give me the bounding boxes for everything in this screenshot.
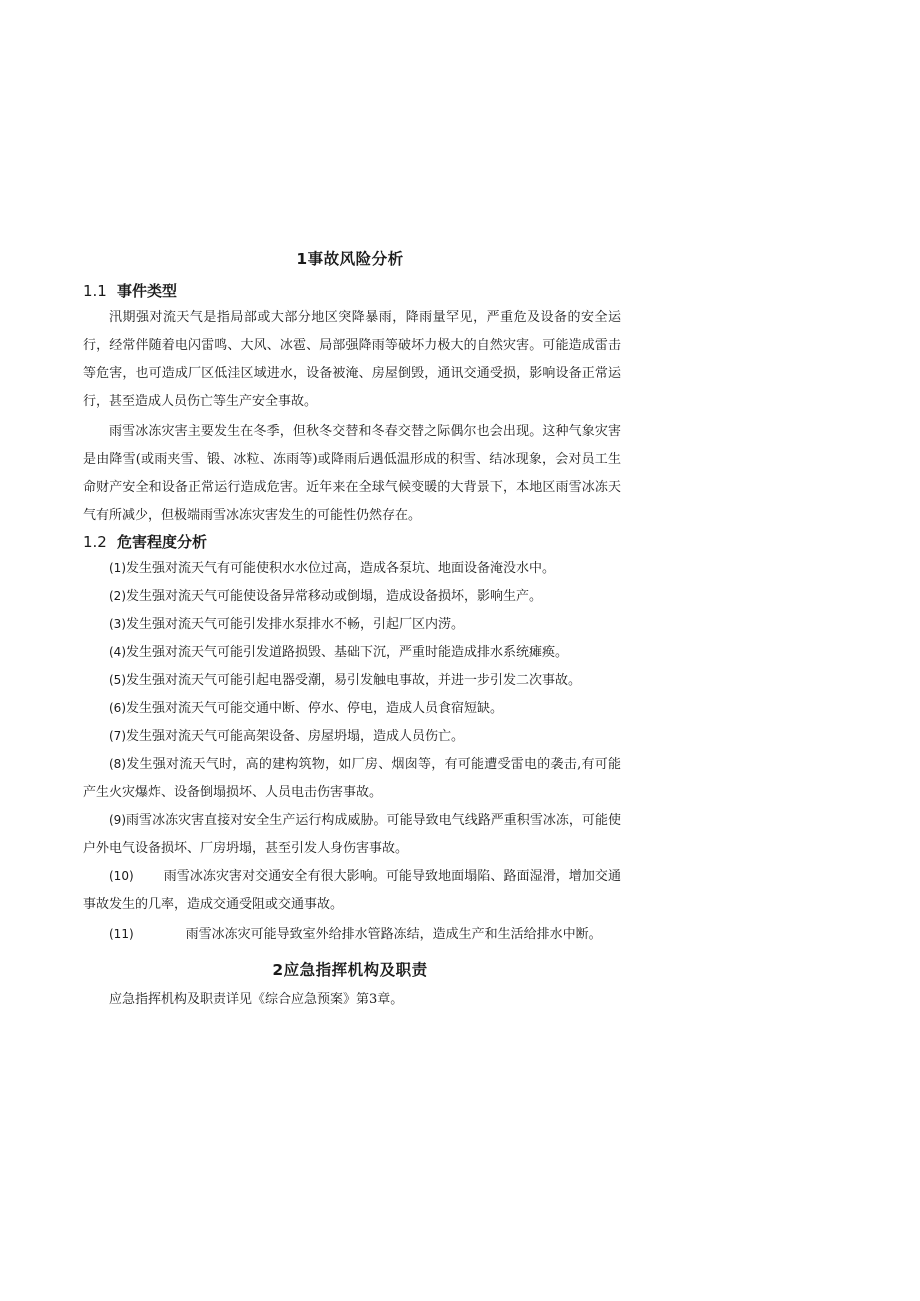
hazard-item-5 [83,666,621,695]
hazard-item-7-text: 发生强对流天气可能高架设备、房屋坍塌，造成人员伤亡。 [126,729,465,744]
hazard-item-1 [83,554,621,583]
hazard-item-5-text: 发生强对流天气可能引起电器受潮，易引发触电事故，并进一步引发二次事故。 [126,673,582,688]
hazard-item-11-text: 雨雪冰冻灾可能导致室外给排水管路冻结，造成生产和生活给排水中断。 [185,927,602,942]
hazard-item-10-text: 雨雪冰冻灾害对交通安全有很大影响。可能导致地面塌陷、路面湿滑，增加交通事故发生的几率，造成交通受阻或交通事故。 [83,869,621,912]
hazard-item-5-mark: (5) [109,673,126,687]
section-1-1-heading [83,280,177,301]
hazard-item-10-mark: (10) [109,869,134,883]
section-1-2-title: 危害程度分析 [117,533,208,551]
hazard-item-3-text: 发生强对流天气可能引发排水泵排水不畅，引起厂区内涝。 [126,617,465,632]
paragraph-flood-weather: 汛期强对流天气是指局部或大部分地区突降暴雨，降雨量罕见，严重危及设备的安全运行，经常伴随着电闪雷鸣、大风、冰雹、局部强降雨等破坏力极大的自然灾害。可能造成雷击等危害，也可造成厂区低洼区域进水，设备被淹、房屋倒毁，通讯交通受损，影响设备正常运行，甚至造成人员伤亡等生产安全事故。 [83,310,621,409]
hazard-item-8-text: 发生强对流天气时，高的建构筑物，如厂房、烟囱等，有可能遭受雷电的袭击,有可能产生火灾爆炸、设备倒塌损坏、人员电击伤害事故。 [83,757,621,800]
hazard-item-6 [83,694,621,723]
hazard-item-11-mark: (11) [109,927,134,941]
section-1-1-number: 1.1 [83,282,107,300]
hazard-item-4-mark: (4) [109,645,126,659]
hazard-item-9 [83,806,621,863]
section-1-2-heading [83,531,207,552]
hazard-item-3 [83,610,621,639]
hazard-item-2 [83,582,621,611]
hazard-item-4-text: 发生强对流天气可能引发道路损毁、基础下沉，严重时能造成排水系统瘫痪。 [126,645,569,660]
hazard-item-7 [83,722,621,751]
hazard-item-1-text: 发生强对流天气有可能使积水水位过高，造成各泵坑、地面设备淹没水中。 [126,561,556,576]
paragraph-command-structure: 应急指挥机构及职责详见《综合应急预案》第3章。 [109,992,404,1007]
section-1-2-number: 1.2 [83,533,107,551]
hazard-item-2-text: 发生强对流天气可能使设备异常移动或倒塌，造成设备损坏，影响生产。 [126,589,543,604]
hazard-item-6-text: 发生强对流天气可能交通中断、停水、停电，造成人员食宿短缺。 [126,701,504,716]
hazard-item-1-mark: (1) [109,561,126,575]
hazard-item-6-mark: (6) [109,701,126,715]
hazard-item-7-mark: (7) [109,729,126,743]
paragraph-snow-ice: 雨雪冰冻灾害主要发生在冬季，但秋冬交替和冬春交替之际偶尔也会出现。这种气象灾害是由降雪(或雨夹雪、锻、冰粒、冻雨等)或降雨后遇低温形成的积雪、结冰现象，会对员工生命财产安全和设备正常运行造成危害。近年来在全球气候变暖的大背景下，本地区雨雪冰冻天气有所减少，但极端雨雪冰冻灾害发生的可能性仍然存在。 [83,424,621,523]
hazard-item-9-text: 雨雪冰冻灾害直接对安全生产运行构成威胁。可能导致电气线路严重积雪冰冻，可能使户外电气设备损坏、厂房坍塌，甚至引发人身伤害事故。 [83,813,621,856]
chapter-1-title: 1事故风险分析 [296,250,404,268]
hazard-item-11 [83,920,621,949]
hazard-item-4 [83,638,621,667]
chapter-2-title: 2应急指挥机构及职责 [272,961,428,979]
hazard-item-2-mark: (2) [109,589,126,603]
hazard-item-9-mark: (9) [109,813,126,827]
hazard-item-8 [83,750,621,807]
hazard-item-3-mark: (3) [109,617,126,631]
section-1-1-title: 事件类型 [117,282,178,300]
hazard-item-10 [83,862,621,919]
hazard-item-8-mark: (8) [109,757,126,771]
